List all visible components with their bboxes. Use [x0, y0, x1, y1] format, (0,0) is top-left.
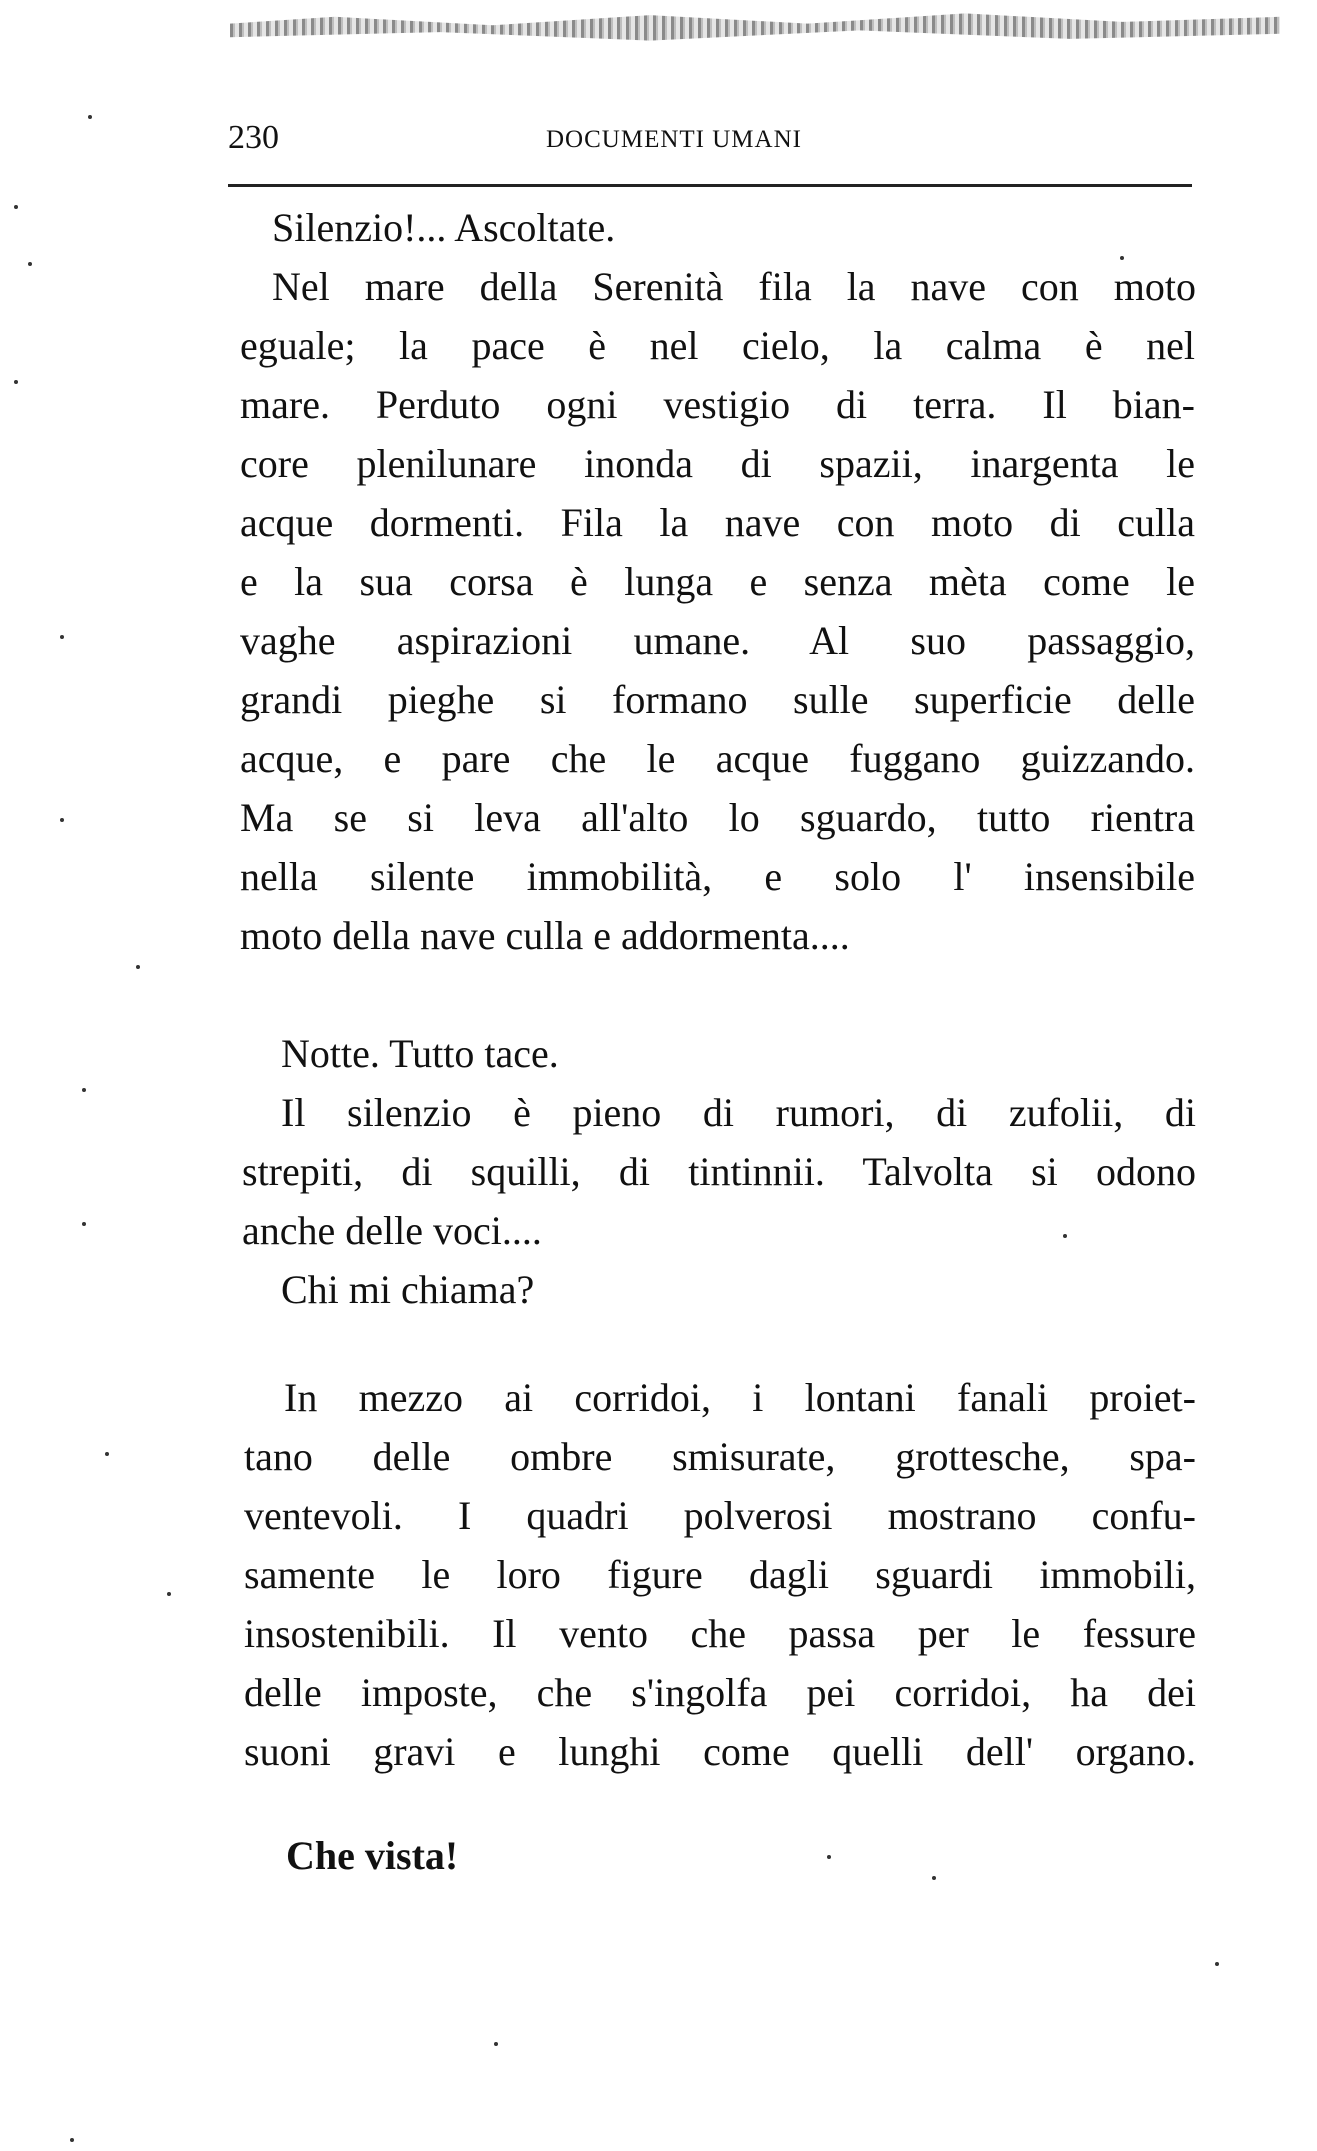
page-header	[228, 118, 1190, 168]
text-line: delle imposte, che s'ingolfa pei corridoi, ha dei	[244, 1670, 1196, 1715]
text-line: suoni gravi e lunghi come quelli dell' organo.	[244, 1729, 1196, 1774]
text-line: Che vista!	[286, 1833, 459, 1878]
text-line: Silenzio!... Ascoltate.	[272, 205, 616, 250]
scan-speck	[1063, 1234, 1067, 1238]
header-rule	[228, 184, 1192, 187]
scan-speck	[82, 1222, 86, 1226]
scan-speck	[70, 2138, 74, 2142]
text-line: nella silente immobilità, e solo l' insensibile	[240, 854, 1195, 899]
text-line: acque dormenti. Fila la nave con moto di culla	[240, 500, 1195, 545]
scan-speck	[14, 205, 18, 209]
page-number: 230	[228, 119, 279, 156]
scan-speck	[167, 1592, 171, 1596]
text-line: Notte. Tutto tace.	[281, 1031, 559, 1076]
text-line: eguale; la pace è nel cielo, la calma è nel	[240, 323, 1195, 368]
text-line: Chi mi chiama?	[281, 1267, 535, 1312]
text-line: mare. Perduto ogni vestigio di terra. Il bian-	[240, 382, 1195, 427]
text-line: ventevoli. I quadri polverosi mostrano confu-	[244, 1493, 1196, 1538]
text-line: Ma se si leva all'alto lo sguardo, tutto rientra	[240, 795, 1195, 840]
scan-speck	[105, 1452, 109, 1456]
text-line: In mezzo ai corridoi, i lontani fanali proiet-	[284, 1375, 1196, 1420]
scan-speck	[28, 262, 32, 266]
text-line: core plenilunare inonda di spazii, inargenta le	[240, 441, 1195, 486]
text-line: moto della nave culla e addormenta....	[240, 913, 850, 958]
scan-speck	[494, 2042, 498, 2046]
scan-speck	[827, 1855, 831, 1859]
scan-speck	[60, 818, 64, 822]
text-line: insostenibili. Il vento che passa per le fessure	[244, 1611, 1196, 1656]
text-line: grandi pieghe si formano sulle superficie delle	[240, 677, 1195, 722]
text-line: tano delle ombre smisurate, grottesche, spa-	[244, 1434, 1196, 1479]
text-line: samente le loro figure dagli sguardi immobili,	[244, 1552, 1196, 1597]
scan-speck	[1215, 1962, 1219, 1966]
text-line: strepiti, di squilli, di tintinnii. Talvolta si odono	[242, 1149, 1196, 1194]
scan-speck	[1120, 256, 1124, 260]
scan-speck	[14, 380, 18, 384]
text-line: acque, e pare che le acque fuggano guizzando.	[240, 736, 1195, 781]
torn-page-edge	[230, 10, 1280, 44]
text-line: Nel mare della Serenità fila la nave con moto	[272, 264, 1196, 309]
scan-speck	[88, 115, 92, 119]
running-title: DOCUMENTI UMANI	[546, 126, 802, 153]
scan-speck	[932, 1876, 936, 1880]
text-line: anche delle voci....	[242, 1208, 542, 1253]
scan-speck	[60, 635, 64, 639]
scan-speck	[82, 1088, 86, 1092]
text-line: e la sua corsa è lunga e senza mèta come le	[240, 559, 1195, 604]
scan-speck	[136, 965, 140, 969]
text-line: Il silenzio è pieno di rumori, di zufolii, di	[281, 1090, 1196, 1135]
text-line: vaghe aspirazioni umane. Al suo passaggio,	[240, 618, 1195, 663]
